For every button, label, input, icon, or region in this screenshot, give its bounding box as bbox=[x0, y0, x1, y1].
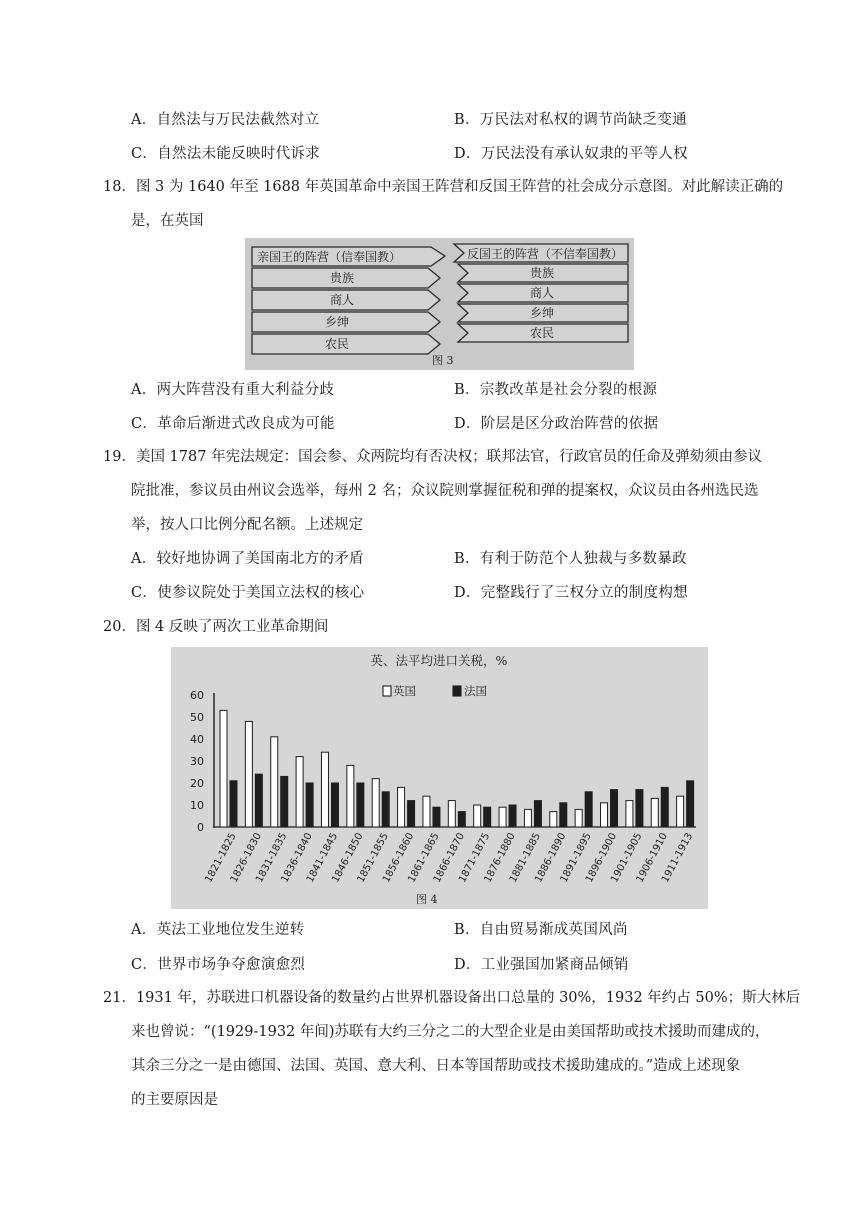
x-tick-label: 1841-1845 bbox=[304, 831, 341, 885]
bar-france bbox=[331, 783, 338, 827]
y-tick-label: 40 bbox=[190, 733, 204, 746]
q18-stem-line1: 18．图 3 为 1640 年至 1688 年英国革命中亲国王阵营和反国王阵营的社会成分示意图。对此解读正确的 bbox=[103, 179, 784, 195]
right-item-nobles: 贵族 bbox=[530, 266, 555, 280]
bar-france bbox=[382, 792, 389, 827]
bar-britain bbox=[296, 757, 303, 827]
figure-4-caption: 图 4 bbox=[416, 893, 438, 906]
y-tick-label: 0 bbox=[197, 821, 204, 834]
q19-option-b: B．有利于防范个人独裁与多数暴政 bbox=[454, 551, 687, 567]
bar-france bbox=[611, 790, 618, 827]
q18-option-b: B．宗教改革是社会分裂的根源 bbox=[454, 382, 658, 398]
chart-title: 英、法平均进口关税，% bbox=[370, 653, 508, 668]
bar-france bbox=[534, 801, 541, 827]
figure-3-caption: 图 3 bbox=[432, 354, 454, 367]
q21-stem-line3: 其余三分之一是由德国、法国、英国、意大利、日本等国帮助或技术援助建成的。”造成上述现象 bbox=[131, 1058, 741, 1074]
y-tick-label: 50 bbox=[190, 711, 204, 724]
q18-option-c: C．革命后渐进式改良成为可能 bbox=[131, 416, 335, 432]
q17-option-a: A．自然法与万民法截然对立 bbox=[131, 112, 320, 128]
bar-britain bbox=[474, 805, 481, 827]
bar-britain bbox=[550, 812, 557, 827]
bar-britain bbox=[245, 721, 252, 827]
q17-option-b: B．万民法对私权的调节尚缺乏变通 bbox=[454, 112, 687, 128]
y-tick-label: 30 bbox=[190, 755, 204, 768]
bar-france bbox=[357, 783, 364, 827]
x-tick-label: 1866-1870 bbox=[431, 831, 467, 885]
x-tick-label: 1901-1905 bbox=[609, 831, 645, 885]
q20-stem-line1: 20．图 4 反映了两次工业革命期间 bbox=[103, 619, 329, 635]
x-tick-label: 1886-1890 bbox=[533, 831, 569, 885]
bar-britain bbox=[575, 809, 582, 827]
x-tick-label: 1846-1850 bbox=[330, 831, 366, 885]
q19-stem-line2: 院批准，参议员由州议会选举，每州 2 名；众议院则掌握征税和弹的提案权，众议员由各州选民选 bbox=[131, 483, 759, 499]
legend-label-france: 法国 bbox=[464, 684, 487, 698]
left-item-nobles: 贵族 bbox=[330, 271, 355, 285]
bar-britain bbox=[321, 752, 328, 827]
left-item-merchants: 商人 bbox=[330, 293, 355, 307]
q20-option-d: D．工业强国加紧商品倾销 bbox=[454, 957, 629, 973]
right-item-gentry: 乡绅 bbox=[530, 306, 555, 320]
right-item-merchants: 商人 bbox=[530, 286, 555, 300]
bar-britain bbox=[626, 801, 633, 827]
q18-option-d: D．阶层是区分政治阵营的依据 bbox=[454, 416, 659, 432]
q19-option-a: A．较好地协调了美国南北方的矛盾 bbox=[131, 551, 364, 567]
bar-france bbox=[255, 774, 262, 827]
x-tick-label: 1881-1885 bbox=[507, 831, 544, 885]
legend-label-britain: 英国 bbox=[393, 684, 416, 698]
q21-stem-line4: 的主要原因是 bbox=[131, 1092, 218, 1108]
tariff-bar-chart bbox=[171, 647, 708, 909]
bar-france bbox=[281, 776, 288, 827]
x-tick-label: 1831-1835 bbox=[254, 831, 290, 885]
y-tick-label: 60 bbox=[190, 689, 204, 702]
x-tick-label: 1906-1910 bbox=[634, 831, 670, 885]
bar-france bbox=[509, 805, 516, 827]
bar-britain bbox=[423, 796, 430, 827]
x-tick-label: 1871-1875 bbox=[457, 831, 493, 885]
legend-swatch-france bbox=[453, 686, 461, 696]
bar-france bbox=[230, 781, 237, 827]
bar-france bbox=[408, 801, 415, 827]
x-tick-label: 1836-1840 bbox=[279, 831, 315, 885]
x-tick-label: 1876-1880 bbox=[482, 831, 518, 885]
y-tick-label: 10 bbox=[190, 799, 204, 812]
x-tick-label: 1896-1900 bbox=[583, 831, 620, 885]
bar-france bbox=[636, 790, 643, 827]
x-tick-label: 1891-1895 bbox=[558, 831, 594, 885]
bar-france bbox=[661, 787, 668, 827]
q19-stem-line3: 举，按人口比例分配名额。上述规定 bbox=[131, 517, 363, 533]
bar-britain bbox=[271, 737, 278, 827]
bar-britain bbox=[448, 801, 455, 827]
bar-france bbox=[585, 792, 592, 827]
bar-britain bbox=[524, 809, 531, 827]
x-tick-label: 1861-1865 bbox=[406, 831, 442, 885]
bar-britain bbox=[677, 796, 684, 827]
q17-option-c: C．自然法未能反映时代诉求 bbox=[131, 146, 320, 162]
bar-france bbox=[306, 783, 313, 827]
q17-option-d: D．万民法没有承认奴隶的平等人权 bbox=[454, 146, 688, 162]
bar-britain bbox=[499, 807, 506, 827]
bar-france bbox=[458, 812, 465, 827]
bar-france bbox=[560, 803, 567, 827]
q21-stem-line1: 21．1931 年，苏联进口机器设备的数量约占世界机器设备出口总量的 30%，1932 年约占 50%；斯大林后 bbox=[103, 990, 801, 1006]
q19-stem-line1: 19．美国 1787 年宪法规定：国会参、众两院均有否决权；联邦法官，行政官员的任命及弹劾须由参议 bbox=[103, 449, 763, 465]
q19-option-c: C．使参议院处于美国立法权的核心 bbox=[131, 585, 365, 601]
bar-britain bbox=[651, 798, 658, 827]
bar-britain bbox=[398, 787, 405, 827]
left-item-peasants: 农民 bbox=[325, 337, 350, 351]
q21-stem-line2: 来也曾说：“(1929-1932 年间)苏联有大约三分之二的大型企业是由美国帮助或技术援助而建成的， bbox=[131, 1024, 770, 1040]
q20-option-c: C．世界市场争夺愈演愈烈 bbox=[131, 957, 306, 973]
left-camp-header: 亲国王的阵营（信奉国教） bbox=[257, 250, 402, 264]
figure-4-tariff-chart bbox=[171, 647, 708, 909]
x-tick-label: 1826-1830 bbox=[228, 831, 265, 885]
x-tick-label: 1911-1913 bbox=[659, 831, 696, 885]
q18-option-a: A．两大阵营没有重大利益分歧 bbox=[131, 382, 335, 398]
bar-britain bbox=[347, 765, 354, 827]
bar-france bbox=[484, 807, 491, 827]
bar-britain bbox=[372, 779, 379, 827]
q20-option-b: B．自由贸易渐成英国风尚 bbox=[454, 922, 628, 938]
bar-france bbox=[687, 781, 694, 827]
q18-stem-line2: 是，在英国 bbox=[131, 213, 204, 229]
bar-france bbox=[433, 807, 440, 827]
right-item-peasants: 农民 bbox=[530, 326, 555, 340]
x-tick-label: 1856-1860 bbox=[380, 831, 417, 885]
legend-swatch-britain bbox=[383, 686, 391, 696]
q20-option-a: A．英法工业地位发生逆转 bbox=[131, 922, 305, 938]
bar-britain bbox=[220, 710, 227, 827]
figure-3-camps-diagram bbox=[245, 238, 634, 370]
x-tick-label: 1821-1825 bbox=[203, 831, 239, 885]
x-tick-label: 1851-1855 bbox=[355, 831, 391, 885]
y-tick-label: 20 bbox=[190, 777, 204, 790]
q19-option-d: D．完整践行了三权分立的制度构想 bbox=[454, 585, 688, 601]
bar-britain bbox=[601, 803, 608, 827]
left-item-gentry: 乡绅 bbox=[325, 315, 350, 329]
right-camp-header: 反国王的阵营（不信奉国教） bbox=[467, 247, 624, 261]
